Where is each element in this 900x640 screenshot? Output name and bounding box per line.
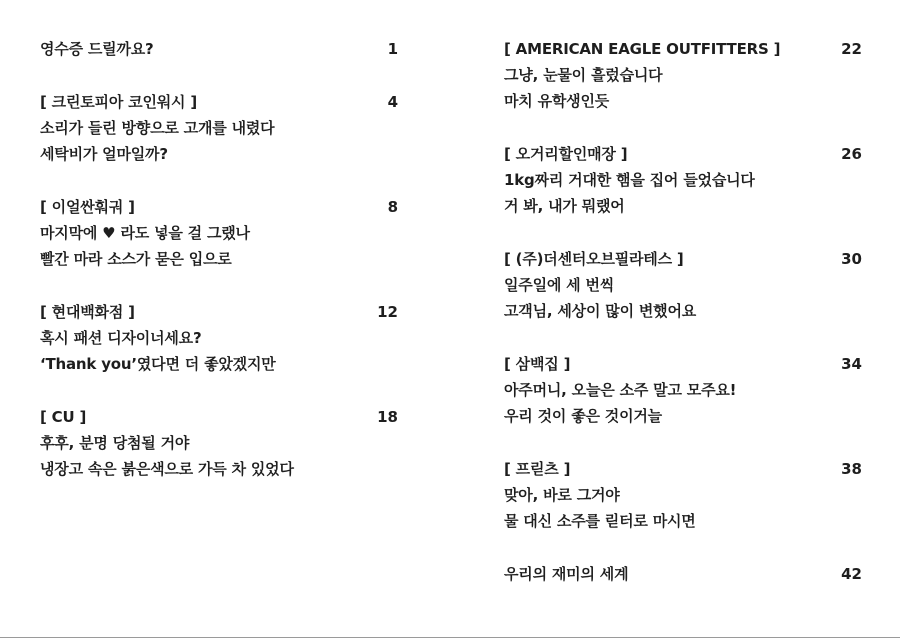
toc-subtitle: 그냥, 눈물이 흘렀습니다 <box>504 66 663 84</box>
toc-heading: [ 현대백화점 ] <box>40 303 135 321</box>
toc-page-number: 4 <box>387 93 398 111</box>
toc-subtitle: 혹시 패션 디자이너세요? <box>40 329 202 347</box>
toc-page-number: 22 <box>841 40 862 58</box>
toc-subtitle: 아주머니, 오늘은 소주 말고 모주요! <box>504 381 737 399</box>
toc-subtitle: 일주일에 세 번씩 <box>504 276 615 294</box>
toc-subtitle: 거 봐, 내가 뭐랬어 <box>504 197 625 215</box>
toc-heading: [ AMERICAN EAGLE OUTFITTERS ] <box>504 40 781 58</box>
toc-entry[interactable] <box>504 456 862 534</box>
toc-heading: 우리의 재미의 세계 <box>504 565 629 583</box>
toc-heading: [ 오거리할인매장 ] <box>504 145 628 163</box>
toc-subtitle: 빨간 마라 소스가 묻은 입으로 <box>40 250 232 268</box>
toc-subtitle: 냉장고 속은 붉은색으로 가득 차 있었다 <box>40 460 294 478</box>
toc-page-number: 30 <box>841 250 862 268</box>
toc-page-number: 34 <box>841 355 862 373</box>
toc-heading: [ 프릳츠 ] <box>504 460 571 478</box>
toc-entry[interactable] <box>40 194 398 272</box>
toc-entry[interactable] <box>504 246 862 324</box>
toc-heading: [ 이얼싼훠궈 ] <box>40 198 135 216</box>
toc-heading: 영수증 드릴까요? <box>40 40 154 58</box>
toc-subtitle: 마지막에 ♥ 라도 넣을 걸 그랬나 <box>40 224 250 242</box>
toc-subtitle: 세탁비가 얼마일까? <box>40 145 168 163</box>
toc-subtitle: 물 대신 소주를 릳터로 마시면 <box>504 512 696 530</box>
toc-page-number: 42 <box>841 565 862 583</box>
toc-entry[interactable] <box>504 561 862 587</box>
toc-heading: [ CU ] <box>40 408 87 426</box>
toc-page-number: 8 <box>387 198 398 216</box>
toc-subtitle: 고객님, 세상이 많이 변했어요 <box>504 302 697 320</box>
toc-entry[interactable] <box>40 299 398 377</box>
toc-subtitle: ‘Thank you’였다면 더 좋았겠지만 <box>40 355 276 373</box>
toc-subtitle: 후후, 분명 당첨될 거야 <box>40 434 190 452</box>
toc-entry[interactable] <box>40 404 398 482</box>
page-divider <box>0 637 900 638</box>
toc-page-number: 1 <box>387 40 398 58</box>
toc-subtitle: 소리가 들린 방향으로 고개를 내렸다 <box>40 119 275 137</box>
toc-entry[interactable] <box>504 36 862 114</box>
toc-entry[interactable] <box>40 36 398 62</box>
toc-entry[interactable] <box>40 89 398 167</box>
toc-heading: [ 크린토피아 코인워시 ] <box>40 93 197 111</box>
toc-entry[interactable] <box>504 141 862 219</box>
toc-heading: [ (주)더센터오브필라테스 ] <box>504 250 684 268</box>
toc-subtitle: 맞아, 바로 그거야 <box>504 486 620 504</box>
toc-page-number: 18 <box>377 408 398 426</box>
toc-page-number: 12 <box>377 303 398 321</box>
toc-heading: [ 삼백집 ] <box>504 355 571 373</box>
toc-entry[interactable] <box>504 351 862 429</box>
toc-page-number: 26 <box>841 145 862 163</box>
toc-right-column <box>504 36 862 614</box>
toc-subtitle: 마치 유학생인듯 <box>504 92 610 110</box>
toc-subtitle: 1kg짜리 거대한 햄을 집어 들었습니다 <box>504 171 755 189</box>
toc-page-number: 38 <box>841 460 862 478</box>
toc-subtitle: 우리 것이 좋은 것이거늘 <box>504 407 662 425</box>
toc-left-column <box>40 36 398 509</box>
